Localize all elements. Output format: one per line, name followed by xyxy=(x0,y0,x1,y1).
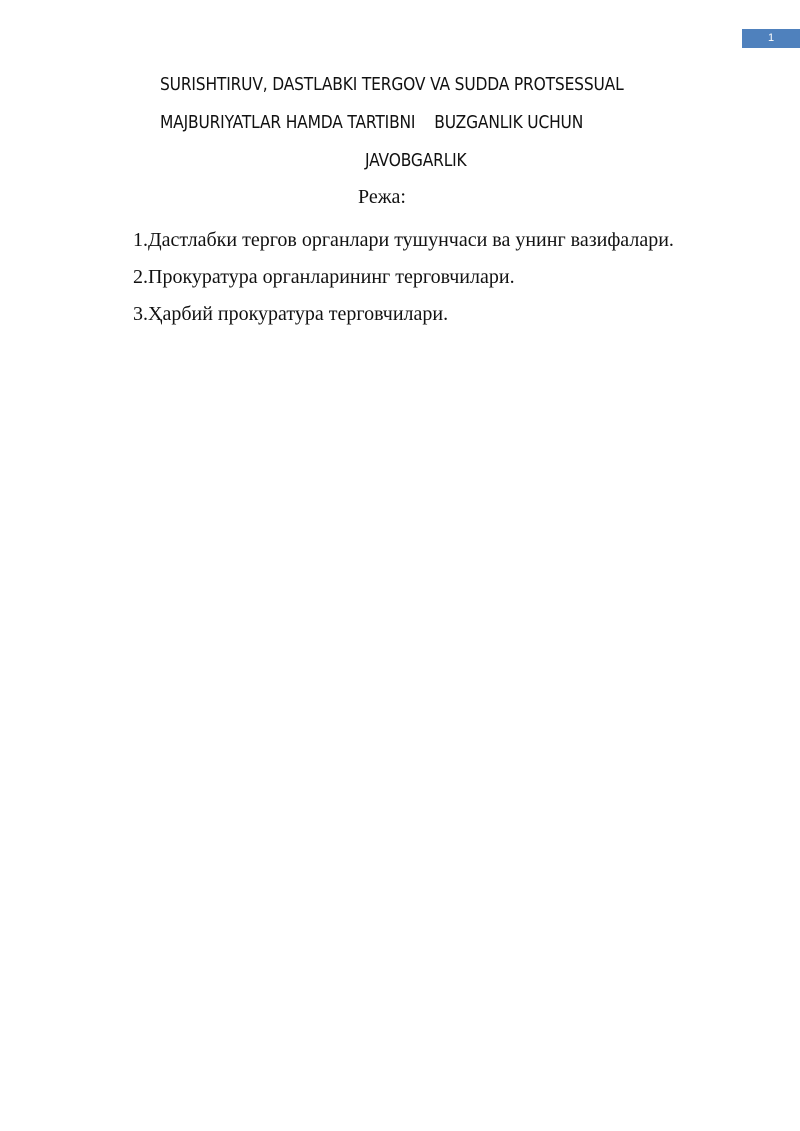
title-line-1: SURISHTIRUV, DASTLABKI TERGOV VA SUDDA PROTSESSUAL xyxy=(160,74,624,95)
plan-list xyxy=(133,224,674,335)
plan-item-3: 3.Ҳарбий прокуратура терговчилари. xyxy=(133,303,449,325)
title-line-2: MAJBURIYATLAR HAMDA TARTIBNI BUZGANLIK UCHUN xyxy=(160,112,584,133)
title-line-3: JAVOBGARLIK xyxy=(365,150,467,171)
plan-heading: Режа: xyxy=(358,186,406,208)
plan-item-1: 1.Дастлабки тергов органлари тушунчаси ва унинг вазифалари. xyxy=(133,229,674,251)
page-number-badge: 1 xyxy=(742,29,800,48)
plan-item-2: 2.Прокуратура органларининг терговчилари. xyxy=(133,266,515,288)
